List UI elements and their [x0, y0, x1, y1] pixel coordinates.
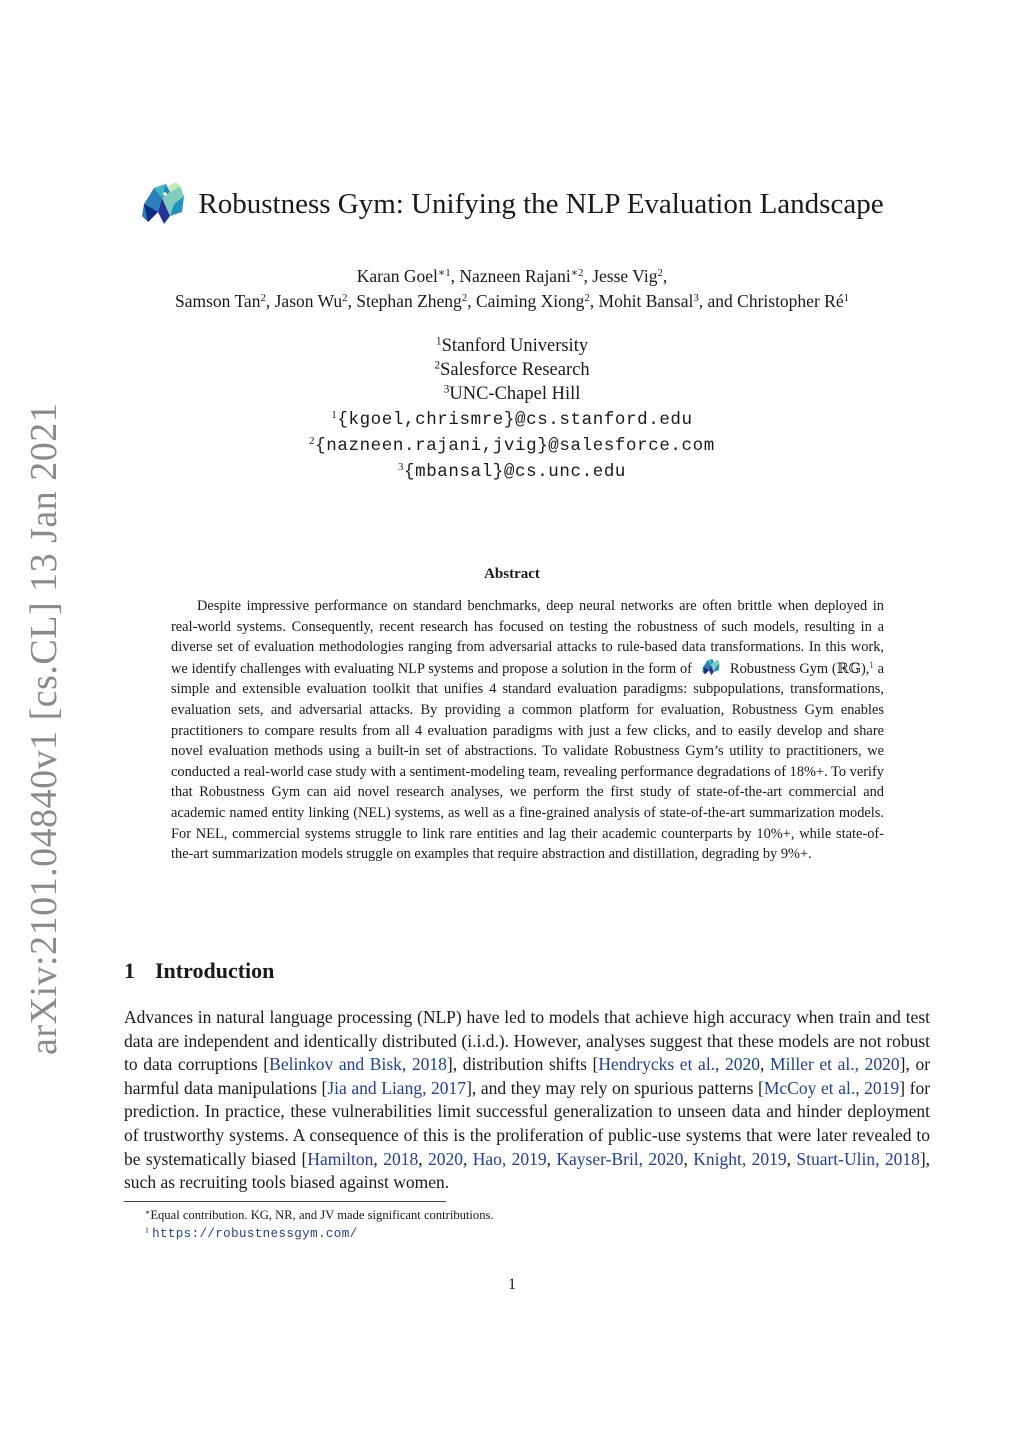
citation-link[interactable]: Miller et al., 2020: [770, 1054, 900, 1075]
author: Stephan Zheng: [356, 291, 462, 311]
author: Jesse Vig: [592, 266, 658, 286]
robustness-gym-logo-icon: [700, 658, 722, 676]
affiliation: [0, 358, 1024, 382]
email-line: [0, 458, 1024, 484]
affiliation-block: [0, 334, 1024, 484]
email-address: {nazneen.rajani,jvig}@salesforce.com: [315, 436, 715, 456]
abstract-heading: Abstract: [484, 566, 540, 582]
citation-link[interactable]: Hendrycks et al., 2020: [598, 1054, 761, 1075]
text: ,: [462, 1148, 473, 1169]
author-mark: 2: [342, 292, 348, 305]
citation-link[interactable]: 2018: [383, 1148, 419, 1169]
affiliation-mark: 3: [443, 383, 450, 396]
text: ,: [760, 1054, 771, 1075]
author: Samson Tan: [174, 291, 261, 311]
author-mark: 2: [584, 292, 590, 305]
text: ], such as recruiting tools biased against women.: [124, 1148, 931, 1193]
text: ] for prediction. In practice, these vulnerabilities limit successful generalization to unseen data and hinder deployment of trustworthy systems. A consequence of this is the proliferation of public-use systems that were later revealed to be systematically biased [: [124, 1077, 931, 1169]
author-mark: ∗1: [437, 267, 451, 280]
toolkit-name: Robustness Gym (ℝ𝔾),: [729, 660, 870, 677]
email-line: [0, 406, 1024, 432]
author: and Christopher Ré: [707, 291, 844, 311]
email-address: {kgoel,chrismre}@cs.stanford.edu: [337, 410, 693, 430]
footnote-text: Equal contribution. KG, NR, and JV made significant contributions.: [150, 1208, 494, 1222]
author-mark: 2: [260, 292, 266, 305]
footnote-rule: [124, 1201, 446, 1202]
section-number: 1: [124, 958, 135, 983]
citation-link[interactable]: Belinkov and Bisk, 2018: [269, 1054, 447, 1075]
affiliation-mark: 1: [435, 335, 442, 348]
affiliation-mark: 2: [434, 359, 441, 372]
robustness-gym-logo-icon: [140, 182, 186, 226]
footnote-mark: ∗: [145, 1207, 151, 1217]
author: Jason Wu: [274, 291, 343, 311]
section-heading: [124, 958, 274, 984]
arxiv-stamp: arXiv:2101.04840v1 [cs.CL] 13 Jan 2021: [23, 402, 65, 1055]
email-line: [0, 432, 1024, 458]
email-address: {mbansal}@cs.unc.edu: [403, 462, 627, 482]
author: Karan Goel: [356, 266, 438, 286]
citation-link[interactable]: Jia and Liang, 2017: [327, 1077, 467, 1098]
text: Advances in natural language processing (NLP) have led to models that achieve high accuracy when train and test data are independent and identically distributed (i.i.d.). However, analyses suggest that these models are not robust to data corruptions [: [124, 1007, 930, 1075]
paper-title: Robustness Gym: Unifying the NLP Evaluation Landscape: [198, 187, 884, 220]
citation-link[interactable]: Kayser-Bril, 2020: [556, 1148, 684, 1169]
citation-link[interactable]: 2020: [427, 1148, 463, 1169]
title-row: [0, 182, 1024, 231]
author-mark: 2: [657, 267, 663, 280]
author: Nazneen Rajani: [459, 266, 571, 286]
citation-link[interactable]: McCoy et al., 2019: [763, 1077, 900, 1098]
footnote: [145, 1208, 494, 1223]
author-line-2: Samson Tan$^2$, Jason Wu$^2$, Stephan Zheng$^2$, Caiming Xiong$^2$, Mohit Bansal$^3$, and Christopher $Ré^1$: [174, 291, 850, 311]
section-title: Introduction: [155, 958, 275, 983]
author-mark: 1: [843, 292, 850, 305]
text: ,: [786, 1148, 797, 1169]
intro-paragraph: [124, 1006, 930, 1195]
affiliation-name: Salesforce Research: [440, 360, 590, 380]
abstract-text: Despite impressive performance on standard benchmarks, deep neural networks are often brittle when deployed in real-world systems. Consequently, recent research has focused on testing the robustness of such models, resulting in a diverse set of evaluation methodologies ranging from adversarial attacks to rule-based data transformations. In this work, we identify challenges with evaluating NLP systems and propose a solution in the form of: [171, 598, 884, 677]
email-mark: 1: [331, 409, 338, 422]
author: Caiming Xiong: [475, 291, 585, 311]
text: ,: [418, 1148, 428, 1169]
footnote-url-link[interactable]: https://robustnessgym.com/: [152, 1227, 358, 1241]
author-mark: 2: [461, 292, 468, 305]
citation-link[interactable]: Hao, 2019: [472, 1148, 547, 1169]
author: Mohit Bansal: [598, 291, 694, 311]
author-mark: 3: [693, 292, 699, 305]
author-line-1: Karan Goel$^{∗1}$, Nazneen Rajani$^{∗2}$, Jesse Vig$^2$,: [356, 266, 668, 286]
citation-link[interactable]: Stuart-Ulin, 2018: [796, 1148, 920, 1169]
email-mark: 3: [397, 461, 404, 474]
text: ,: [373, 1148, 384, 1169]
email-mark: 2: [309, 435, 316, 448]
page-number: 1: [508, 1276, 516, 1293]
author-mark: ∗2: [570, 267, 584, 280]
citation-link[interactable]: Hamilton: [307, 1148, 374, 1169]
text: ], and they may rely on spurious patterns [: [466, 1077, 764, 1098]
footnote-ref[interactable]: 1: [869, 659, 874, 670]
affiliation-name: Stanford University: [441, 336, 589, 356]
abstract-text: a simple and extensible evaluation toolkit that unifies 4 standard evaluation paradigms: subpopulations, transformations, evaluation sets, and adversarial attacks. By providing a common platform for evaluation, Robustness Gym enables practitioners to compare results from all 4 evaluation paradigms with just a few clicks, and to easily develop and share novel evaluation methods using a built-in set of abstractions. To validate Robustness Gym’s utility to practitioners, we conducted a real-world case study with a sentiment-modeling team, revealing performance degradations of 18%+. To verify that Robustness Gym can aid novel research analyses, we perform the first study of state-of-the-art commercial and academic named entity linking (NEL) systems, as well as a fine-grained analysis of state-of-the-art summarization models. For NEL, commercial systems struggle to link rare entities and lag their academic counterparts by 10%+, while state-of-the-art summarization models struggle on examples that require abstraction and distillation, degrading by 9%+.: [171, 660, 884, 863]
affiliation: [0, 382, 1024, 406]
citation-link[interactable]: Knight, 2019: [693, 1148, 787, 1169]
footnote: [145, 1226, 358, 1241]
text: ], distribution shifts [: [446, 1054, 599, 1075]
affiliation: [0, 334, 1024, 358]
affiliation-name: UNC-Chapel Hill: [449, 384, 581, 404]
text: ,: [546, 1148, 557, 1169]
text: ], or harmful data manipulations [: [124, 1054, 931, 1098]
abstract-body: [171, 596, 884, 865]
footnote-mark: 1: [145, 1225, 149, 1235]
text: ,: [683, 1148, 694, 1169]
